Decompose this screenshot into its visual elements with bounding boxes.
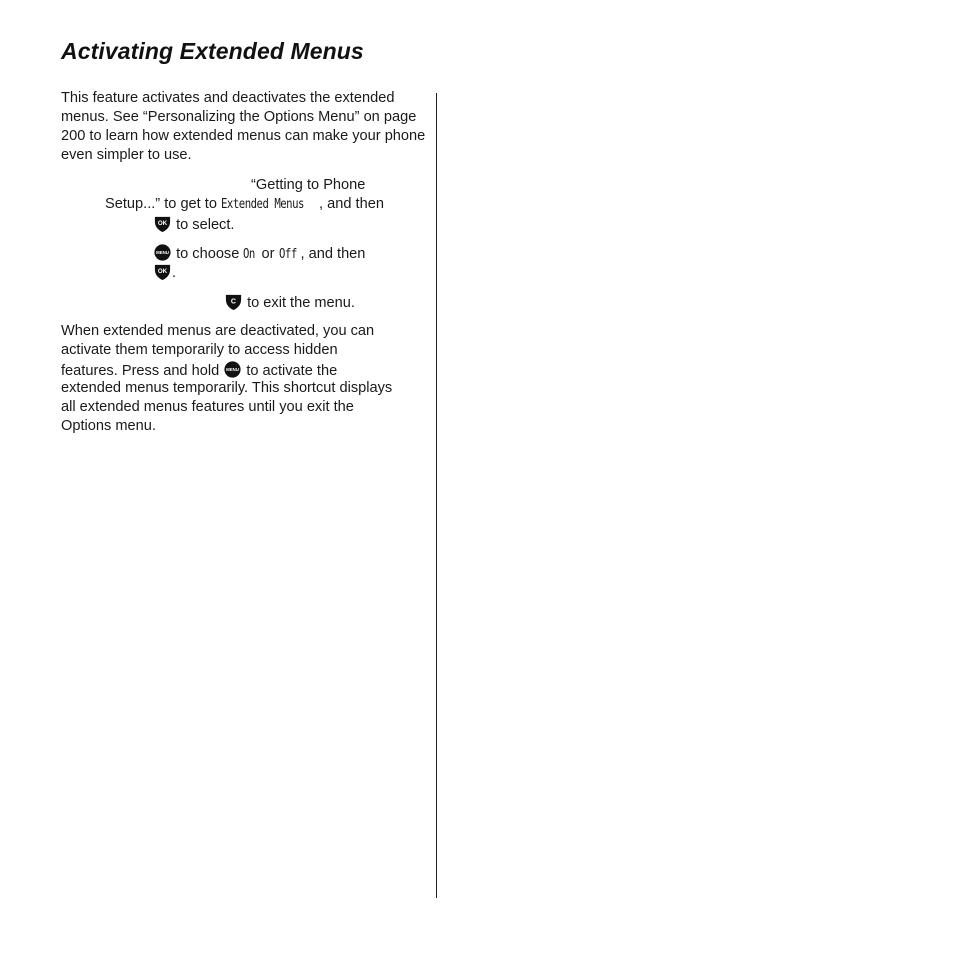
- extended-menus-display-text: Extended Menus: [221, 197, 304, 212]
- menu-key-icon: [223, 360, 242, 379]
- step2-text: to choose: [176, 246, 244, 262]
- step1-line3: [153, 214, 234, 235]
- step1-line2: [105, 195, 384, 214]
- step2-line1: [153, 243, 365, 264]
- menu-key-label: MENU: [156, 250, 169, 256]
- shortcut-line1: When extended menus are deactivated, you can: [61, 323, 375, 339]
- step2-or: or: [257, 246, 279, 262]
- step1-suffix: , and then: [319, 196, 384, 212]
- column-divider: [436, 93, 437, 898]
- step1-select-text: to select.: [176, 217, 235, 233]
- shortcut-line3: [61, 360, 337, 381]
- shortcut-line6: Options menu.: [61, 418, 156, 434]
- off-option-display-text: Off: [278, 247, 297, 262]
- intro-paragraph: This feature activates and deactivates the extended menus. See “Personalizing the Options Menu” on page 200 to learn how extended menus can make your phone even simpler to use.: [61, 90, 426, 163]
- clear-key-icon: [224, 292, 243, 311]
- clear-key-label: C: [230, 297, 237, 306]
- shortcut-line3-prefix: features. Press and hold: [61, 363, 220, 379]
- step2-line2: [153, 262, 176, 283]
- shortcut-line4: extended menus temporarily. This shortcut displays: [61, 380, 393, 396]
- shortcut-line2: activate them temporarily to access hidden: [61, 342, 338, 358]
- step3-line: [224, 292, 355, 313]
- step1-line1: “Getting to Phone: [251, 177, 366, 193]
- step3-text: to exit the menu.: [247, 295, 355, 311]
- step1-text: Setup...” to get to: [105, 196, 222, 212]
- on-option-display-text: On: [243, 247, 256, 262]
- menu-key-icon: [153, 243, 172, 262]
- page-title: Activating Extended Menus: [61, 38, 364, 64]
- ok-key-label: OK: [157, 267, 168, 275]
- ok-key-icon: [153, 262, 172, 281]
- ok-key-icon: [153, 214, 172, 233]
- step2-suffix: , and then: [300, 246, 366, 262]
- menu-key-label: MENU: [226, 367, 240, 373]
- ok-key-label: OK: [157, 219, 168, 227]
- shortcut-line5: all extended menus features until you exit the: [61, 399, 354, 415]
- shortcut-line3-suffix: to activate the: [246, 363, 338, 379]
- step2-period: .: [172, 265, 177, 281]
